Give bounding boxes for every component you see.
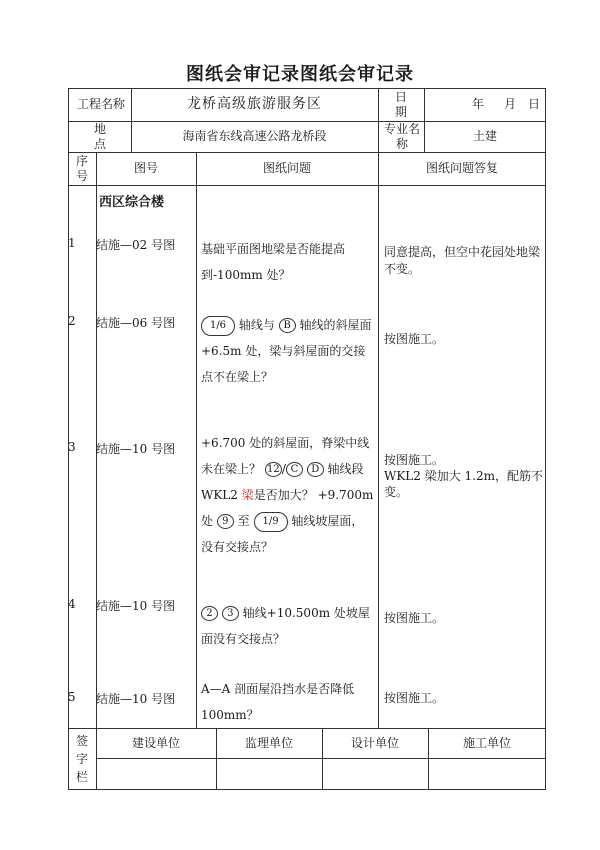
row-3-drawing: 结施—10 号图 [96, 442, 176, 456]
row-4-answer: 按图施工。 [384, 611, 445, 625]
col-header-answer: 图纸问题答复 [425, 161, 498, 175]
axis-3-icon: 3 [222, 606, 239, 621]
row-1-answer: 同意提高，但空中花园处地梁不变。 [384, 245, 541, 276]
axis-1-9-icon: 1/9 [254, 512, 288, 532]
col-divider [196, 152, 197, 728]
sign-label: 签字栏 [75, 734, 88, 784]
page-title: 图纸会审记录图纸会审记录 [186, 64, 414, 85]
row-4-drawing: 结施—10 号图 [96, 599, 176, 613]
date-month: 月 [504, 97, 517, 111]
col-header-no: 序号 [75, 153, 88, 183]
axis-2-icon: 2 [201, 606, 218, 621]
row-5-answer: 按图施工。 [384, 691, 445, 705]
row-divider [96, 758, 546, 759]
row-3-no: 3 [68, 440, 76, 454]
site-label: 地点 [94, 121, 121, 151]
row-3-answer: 按图施工。 WKL2 梁加大 1.2m，配筋不变。 [384, 453, 543, 499]
project-name-value: 龙桥高级旅游服务区 [187, 96, 322, 112]
row-4-no: 4 [68, 597, 76, 611]
date-day: 日 [528, 97, 541, 111]
date-year: 年 [472, 97, 485, 111]
axis-12-icon: 12 [265, 462, 282, 477]
axis-c-icon: C [286, 462, 303, 477]
row-2-question: 1/6 轴线与 B 轴线的斜屋面+6.5m 处，梁与斜屋面的交接点不在梁上？ [201, 312, 375, 390]
major-label: 专业名称 [383, 121, 420, 151]
row-5-drawing: 结施—10 号图 [96, 692, 176, 706]
col-header-question: 图纸问题 [262, 161, 311, 175]
site-value: 海南省东线高速公路龙桥段 [182, 129, 327, 143]
row-divider [68, 185, 546, 186]
row-4-question: 2 3 轴线+10.500m 处坡屋面没有交接点？ [201, 606, 370, 646]
row-2-drawing: 结施—06 号图 [96, 316, 176, 330]
row-3-question: +6.700 处的斜屋面，脊梁中线未在梁上？ 12 / C D 轴线段 WKL2 梁是否加大？ +9.700m 处 9 至 1/9 轴线坡屋面，没有交接点？ [201, 436, 374, 554]
design-unit-label: 设计单位 [350, 735, 399, 750]
project-name-label: 工程名称 [76, 97, 125, 111]
axis-9-icon: 9 [217, 514, 234, 529]
supervision-unit-label: 监理单位 [244, 735, 293, 750]
row-5-question: A—A 剖面屋沿挡水是否降低 100mm？ [201, 682, 355, 722]
row-1-no: 1 [68, 236, 76, 250]
row-1-question: 基础平面图地梁是否能提高到-100mm 处？ [201, 242, 346, 282]
col-divider [378, 88, 379, 152]
axis-b-icon: B [279, 318, 296, 333]
major-value: 土建 [472, 129, 497, 143]
section-title: 西区综合楼 [99, 195, 165, 210]
col-divider [378, 152, 379, 728]
axis-d-icon: D [307, 462, 324, 477]
row-2-no: 2 [68, 314, 76, 328]
row-2-answer: 按图施工。 [384, 332, 445, 346]
axis-1-6-icon: 1/6 [201, 316, 235, 336]
date-label: 日期 [394, 89, 407, 119]
row-1-drawing: 结施—02 号图 [96, 238, 176, 252]
construction-unit-label: 建设单位 [131, 735, 180, 750]
builder-unit-label: 施工单位 [462, 735, 511, 750]
row-5-no: 5 [68, 690, 76, 704]
col-header-drawing: 图号 [133, 161, 158, 175]
